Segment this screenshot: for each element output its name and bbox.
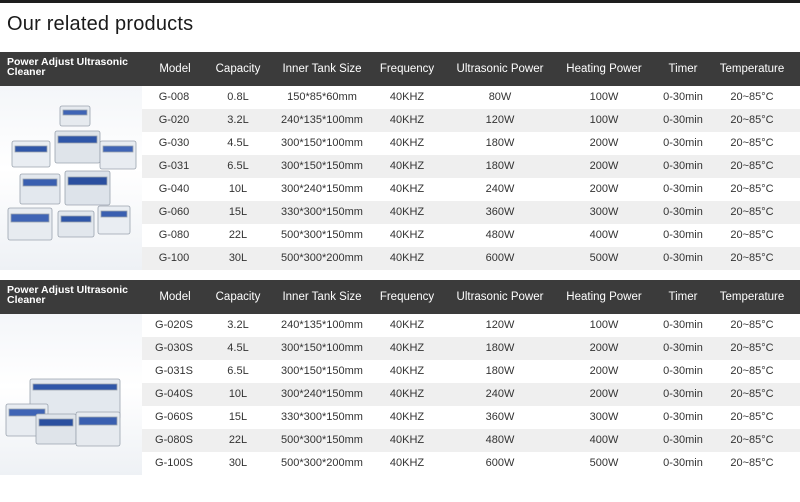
column-header-ultrasonic-power: Ultrasonic Power [456, 291, 544, 303]
column-header-timer: Timer [668, 291, 698, 303]
column-header-timer: Timer [668, 63, 698, 75]
table-row [142, 178, 800, 201]
ultrasonic-cleaner-s-illustration [0, 314, 142, 475]
heating-power-cell: 500W [589, 252, 619, 264]
heating-power-cell: 100W [589, 114, 619, 126]
inner-tank-size-cell: 500*300*150mm [281, 434, 363, 446]
temperature-cell: 20~85°C [730, 411, 774, 423]
table-header [0, 280, 800, 314]
table-row [142, 360, 800, 383]
heating-power-cell: 100W [589, 91, 619, 103]
column-header-capacity: Capacity [215, 291, 261, 303]
table-row [142, 86, 800, 109]
temperature-cell: 20~85°C [730, 388, 774, 400]
model-cell: G-040 [158, 183, 190, 195]
model-cell: G-020S [155, 319, 193, 331]
frequency-cell: 40KHZ [389, 229, 425, 241]
timer-cell: 0-30min [663, 160, 703, 172]
model-cell: G-030S [155, 342, 193, 354]
capacity-cell: 4.5L [227, 137, 249, 149]
frequency-cell: 40KHZ [389, 114, 425, 126]
table-row [142, 224, 800, 247]
model-cell: G-008 [158, 91, 190, 103]
heating-power-cell: 200W [589, 365, 619, 377]
inner-tank-size-cell: 240*135*100mm [281, 114, 363, 126]
table-header [0, 52, 800, 86]
timer-cell: 0-30min [663, 137, 703, 149]
timer-cell: 0-30min [663, 434, 703, 446]
model-cell: G-020 [158, 114, 190, 126]
ultrasonic-power-cell: 180W [485, 137, 515, 149]
capacity-cell: 30L [228, 252, 248, 264]
timer-cell: 0-30min [663, 91, 703, 103]
inner-tank-size-cell: 300*150*100mm [281, 342, 363, 354]
inner-tank-size-cell: 330*300*150mm [281, 411, 363, 423]
model-cell: G-100 [158, 252, 190, 264]
inner-tank-size-cell: 500*300*150mm [281, 229, 363, 241]
frequency-cell: 40KHZ [389, 91, 425, 103]
model-cell: G-060S [155, 411, 193, 423]
ultrasonic-power-cell: 360W [485, 411, 515, 423]
table-row [142, 201, 800, 224]
heating-power-cell: 100W [589, 319, 619, 331]
temperature-cell: 20~85°C [730, 160, 774, 172]
inner-tank-size-cell: 500*300*200mm [281, 252, 363, 264]
table-row [142, 109, 800, 132]
capacity-cell: 15L [228, 411, 248, 423]
ultrasonic-power-cell: 120W [485, 114, 515, 126]
inner-tank-size-cell: 300*150*150mm [281, 160, 363, 172]
temperature-cell: 20~85°C [730, 342, 774, 354]
table-row [142, 155, 800, 178]
model-cell: G-060 [158, 206, 190, 218]
table-row [142, 429, 800, 452]
model-cell: G-080S [155, 434, 193, 446]
timer-cell: 0-30min [663, 342, 703, 354]
inner-tank-size-cell: 300*150*150mm [281, 365, 363, 377]
model-cell: G-031S [155, 365, 193, 377]
temperature-cell: 20~85°C [730, 457, 774, 469]
capacity-cell: 10L [228, 183, 248, 195]
timer-cell: 0-30min [663, 252, 703, 264]
ultrasonic-power-cell: 240W [485, 388, 515, 400]
capacity-cell: 6.5L [227, 160, 249, 172]
frequency-cell: 40KHZ [389, 434, 425, 446]
frequency-cell: 40KHZ [389, 457, 425, 469]
table-row [142, 314, 800, 337]
column-header-heating-power: Heating Power [566, 291, 642, 303]
heating-power-cell: 300W [589, 411, 619, 423]
timer-cell: 0-30min [663, 319, 703, 331]
temperature-cell: 20~85°C [730, 91, 774, 103]
inner-tank-size-cell: 300*150*100mm [281, 137, 363, 149]
heating-power-cell: 200W [589, 183, 619, 195]
frequency-cell: 40KHZ [389, 411, 425, 423]
table-row [142, 337, 800, 360]
timer-cell: 0-30min [663, 365, 703, 377]
temperature-cell: 20~85°C [730, 252, 774, 264]
model-cell: G-040S [155, 388, 193, 400]
frequency-cell: 40KHZ [389, 319, 425, 331]
frequency-cell: 40KHZ [389, 137, 425, 149]
capacity-cell: 10L [228, 388, 248, 400]
temperature-cell: 20~85°C [730, 114, 774, 126]
ultrasonic-power-cell: 600W [485, 252, 515, 264]
frequency-cell: 40KHZ [389, 183, 425, 195]
timer-cell: 0-30min [663, 388, 703, 400]
temperature-cell: 20~85°C [730, 365, 774, 377]
column-header-heating-power: Heating Power [566, 63, 642, 75]
capacity-cell: 3.2L [227, 319, 249, 331]
model-cell: G-080 [158, 229, 190, 241]
column-header-ultrasonic-power: Ultrasonic Power [456, 63, 544, 75]
table-row [142, 452, 800, 475]
capacity-cell: 3.2L [227, 114, 249, 126]
temperature-cell: 20~85°C [730, 183, 774, 195]
timer-cell: 0-30min [663, 229, 703, 241]
column-header-inner-tank-size: Inner Tank Size [282, 291, 362, 303]
inner-tank-size-cell: 240*135*100mm [281, 319, 363, 331]
timer-cell: 0-30min [663, 411, 703, 423]
ultrasonic-power-cell: 480W [485, 229, 515, 241]
capacity-cell: 30L [228, 457, 248, 469]
table-row [142, 406, 800, 429]
heating-power-cell: 200W [589, 388, 619, 400]
temperature-cell: 20~85°C [730, 229, 774, 241]
column-header-inner-tank-size: Inner Tank Size [282, 63, 362, 75]
frequency-cell: 40KHZ [389, 342, 425, 354]
ultrasonic-power-cell: 600W [485, 457, 515, 469]
table-row [142, 132, 800, 155]
column-header-temperature: Temperature [719, 291, 785, 303]
table-row [142, 247, 800, 270]
ultrasonic-power-cell: 240W [485, 183, 515, 195]
heating-power-cell: 400W [589, 434, 619, 446]
ultrasonic-power-cell: 180W [485, 160, 515, 172]
ultrasonic-power-cell: 360W [485, 206, 515, 218]
frequency-cell: 40KHZ [389, 160, 425, 172]
frequency-cell: 40KHZ [389, 365, 425, 377]
inner-tank-size-cell: 300*240*150mm [281, 183, 363, 195]
inner-tank-size-cell: 500*300*200mm [281, 457, 363, 469]
column-header-model: Model [159, 63, 191, 75]
top-rule [0, 0, 800, 3]
ultrasonic-power-cell: 180W [485, 342, 515, 354]
column-header-model: Model [159, 291, 191, 303]
column-header-capacity: Capacity [215, 63, 261, 75]
capacity-cell: 22L [228, 434, 248, 446]
model-cell: G-031 [158, 160, 190, 172]
inner-tank-size-cell: 300*240*150mm [281, 388, 363, 400]
heating-power-cell: 500W [589, 457, 619, 469]
heating-power-cell: 200W [589, 160, 619, 172]
temperature-cell: 20~85°C [730, 434, 774, 446]
timer-cell: 0-30min [663, 114, 703, 126]
column-header-frequency: Frequency [379, 291, 435, 303]
timer-cell: 0-30min [663, 183, 703, 195]
inner-tank-size-cell: 330*300*150mm [281, 206, 363, 218]
ultrasonic-power-cell: 480W [485, 434, 515, 446]
column-header-frequency: Frequency [379, 63, 435, 75]
frequency-cell: 40KHZ [389, 206, 425, 218]
frequency-cell: 40KHZ [389, 388, 425, 400]
temperature-cell: 20~85°C [730, 319, 774, 331]
product-photo-cleaners-s [0, 314, 142, 475]
timer-cell: 0-30min [663, 457, 703, 469]
column-header-temperature: Temperature [719, 63, 785, 75]
ultrasonic-power-cell: 80W [488, 91, 512, 103]
heating-power-cell: 200W [589, 137, 619, 149]
ultrasonic-power-cell: 120W [485, 319, 515, 331]
capacity-cell: 6.5L [227, 365, 249, 377]
temperature-cell: 20~85°C [730, 137, 774, 149]
temperature-cell: 20~85°C [730, 206, 774, 218]
product-name: Power Adjust Ultrasonic Cleaner [7, 284, 128, 306]
table-row [142, 383, 800, 406]
capacity-cell: 0.8L [227, 91, 249, 103]
heating-power-cell: 400W [589, 229, 619, 241]
ultrasonic-cleaner-illustration [0, 86, 142, 270]
inner-tank-size-cell: 150*85*60mm [287, 91, 357, 103]
heating-power-cell: 200W [589, 342, 619, 354]
frequency-cell: 40KHZ [389, 252, 425, 264]
heating-power-cell: 300W [589, 206, 619, 218]
page-title: Our related products [7, 13, 194, 35]
product-name: Power Adjust Ultrasonic Cleaner [7, 56, 128, 78]
product-photo-cleaners [0, 86, 142, 270]
timer-cell: 0-30min [663, 206, 703, 218]
model-cell: G-030 [158, 137, 190, 149]
capacity-cell: 4.5L [227, 342, 249, 354]
ultrasonic-power-cell: 180W [485, 365, 515, 377]
capacity-cell: 22L [228, 229, 248, 241]
model-cell: G-100S [155, 457, 193, 469]
capacity-cell: 15L [228, 206, 248, 218]
